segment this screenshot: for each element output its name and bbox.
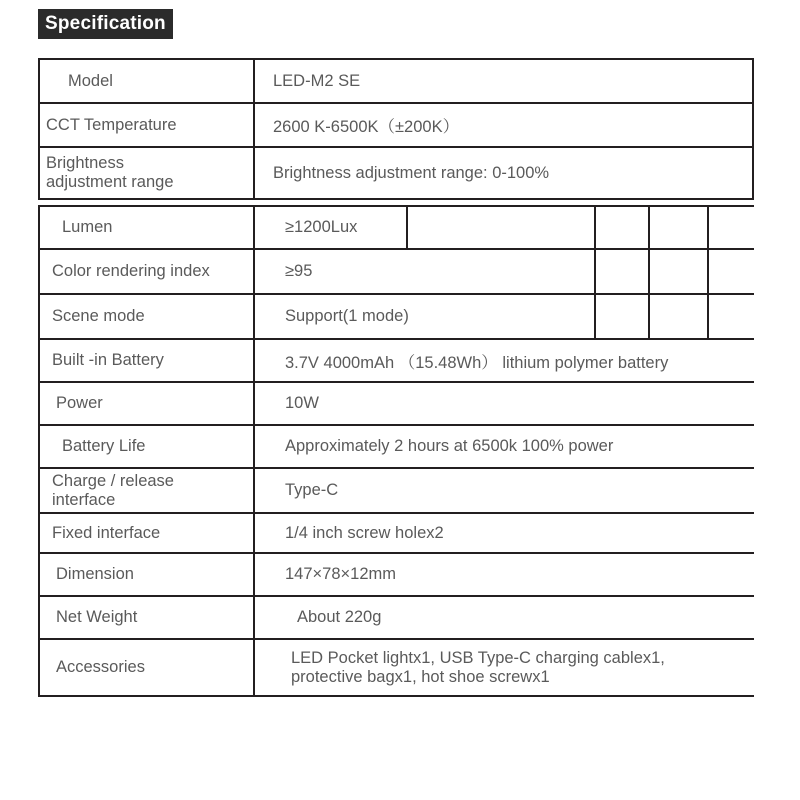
- row-label-cell: [40, 469, 255, 512]
- row-value-cell: [255, 514, 754, 552]
- row-label: Built -in Battery: [52, 351, 164, 369]
- row-label: CCT Temperature: [46, 115, 177, 134]
- row-label: Fixed interface: [52, 523, 161, 542]
- row-value-cell: [255, 640, 754, 695]
- row-label: Lumen: [62, 218, 113, 236]
- row-value-line: protective bagx1, hot shoe screwx1: [291, 667, 550, 686]
- column-divider: [594, 207, 596, 248]
- row-label: Scene mode: [52, 307, 145, 325]
- row-value: ≥1200Lux: [285, 218, 358, 236]
- column-divider: [594, 295, 596, 338]
- row-label-cell: [40, 295, 255, 338]
- row-value-cell: [255, 60, 752, 102]
- row-label-cell: [40, 597, 255, 638]
- row-label-cell: [40, 514, 255, 552]
- row-label-cell: [40, 250, 255, 293]
- row-value: Type-C: [285, 481, 339, 499]
- row-label: Color rendering index: [52, 262, 210, 280]
- row-value: LED-M2 SE: [273, 71, 361, 90]
- row-label-cell: [40, 640, 255, 695]
- row-value-cell: [255, 597, 754, 638]
- row-value-cell: [255, 340, 754, 381]
- table-row: [38, 514, 754, 554]
- specification-table: [38, 58, 754, 697]
- row-value: 3.7V 4000mAh （15.48Wh） lithium polymer battery: [285, 353, 669, 372]
- row-label: Power: [56, 394, 103, 412]
- row-value-cell: [255, 148, 752, 198]
- row-value-cell: [255, 383, 754, 424]
- table-row: [38, 383, 754, 426]
- row-label-line: Charge / release: [52, 471, 174, 490]
- row-label-cell: [40, 426, 255, 467]
- table-row: [38, 469, 754, 514]
- table-row: [38, 295, 754, 340]
- table-bottom-block: [38, 205, 754, 697]
- table-row: [38, 426, 754, 469]
- row-label-line: interface: [52, 490, 116, 509]
- row-value-cell: [255, 295, 754, 338]
- row-label: Model: [68, 71, 113, 90]
- column-divider: [406, 207, 408, 248]
- row-value-cell: [255, 426, 754, 467]
- column-divider: [707, 250, 709, 293]
- row-label: Battery Life: [62, 437, 146, 455]
- row-value: 10W: [285, 394, 319, 412]
- row-value: 2600 K-6500K（±200K）: [273, 118, 460, 136]
- table-row: [38, 640, 754, 697]
- row-label: Net Weight: [56, 608, 138, 626]
- row-value: ≥95: [285, 262, 313, 280]
- row-value: 147×78×12mm: [285, 565, 396, 583]
- row-label-line: Brightness: [46, 154, 124, 172]
- row-value-cell: [255, 469, 754, 512]
- column-divider: [648, 295, 650, 338]
- row-label-cell: [40, 207, 255, 248]
- table-row: [38, 597, 754, 640]
- column-divider: [648, 250, 650, 293]
- row-value-cell: [255, 250, 754, 293]
- page-title: Specification: [38, 9, 173, 39]
- row-label-line: adjustment range: [46, 173, 174, 191]
- row-value: About 220g: [297, 608, 382, 626]
- table-row: [38, 148, 754, 200]
- row-label-cell: [40, 554, 255, 595]
- table-row: [38, 58, 754, 104]
- column-divider: [648, 207, 650, 248]
- row-value-cell: [255, 104, 752, 146]
- row-label: Dimension: [56, 565, 134, 583]
- row-value-cell: [255, 207, 754, 248]
- table-row: [38, 205, 754, 250]
- table-row: [38, 104, 754, 148]
- row-label-cell: [40, 104, 255, 146]
- row-label-cell: [40, 60, 255, 102]
- column-divider: [707, 207, 709, 248]
- row-value: 1/4 inch screw holex2: [285, 523, 444, 542]
- row-value-line: LED Pocket lightx1, USB Type-C charging cablex1,: [291, 648, 665, 667]
- row-label-cell: [40, 383, 255, 424]
- table-row: [38, 554, 754, 597]
- row-label-cell: [40, 340, 255, 381]
- table-row: [38, 250, 754, 295]
- row-value-cell: [255, 554, 754, 595]
- row-value: Support(1 mode): [285, 307, 409, 325]
- column-divider: [707, 295, 709, 338]
- row-value: Brightness adjustment range: 0-100%: [273, 163, 550, 182]
- column-divider: [594, 250, 596, 293]
- table-top-block: [38, 58, 754, 200]
- row-label: Accessories: [56, 658, 145, 676]
- row-label-cell: [40, 148, 255, 198]
- row-value: Approximately 2 hours at 6500k 100% power: [285, 437, 614, 455]
- table-row: [38, 340, 754, 383]
